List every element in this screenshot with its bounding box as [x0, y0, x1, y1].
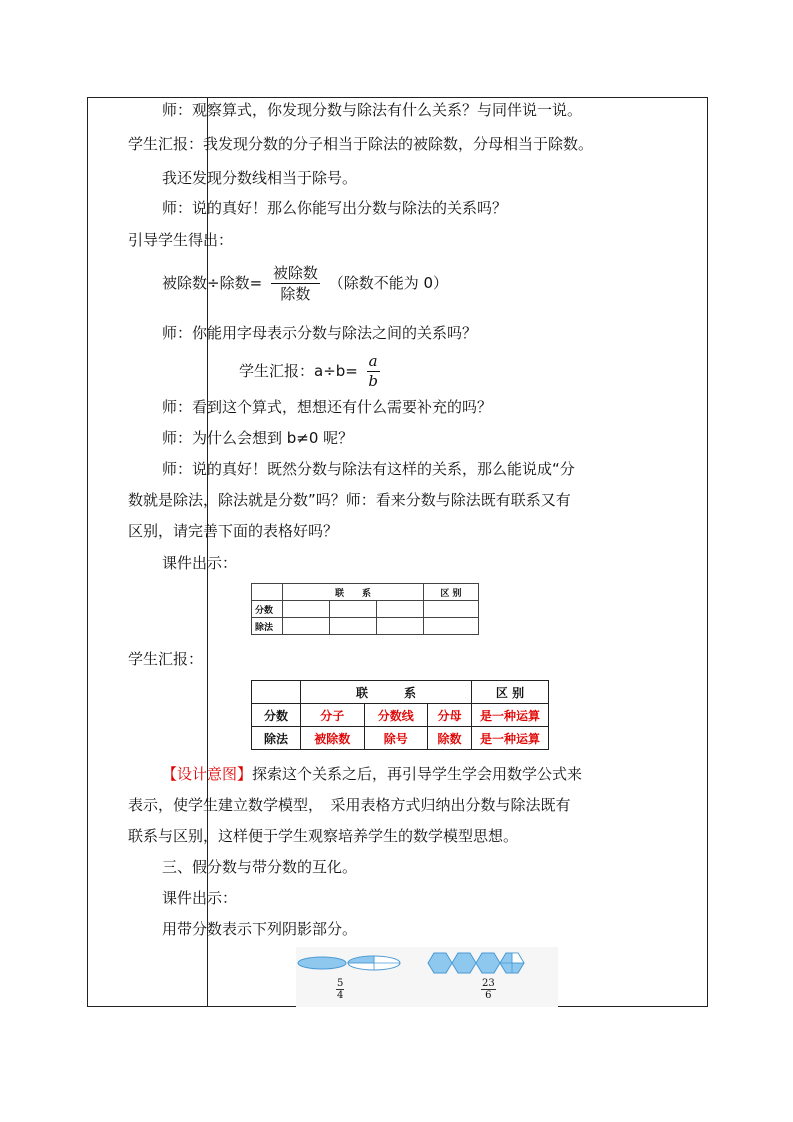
filled-table-cell: 是一种运算 [472, 727, 549, 750]
text-teacher-question-1: 师：观察算式，你发现分数与除法有什么关系？与同伴说一说。 [162, 101, 583, 119]
blank-table-header-link: 联 系 [283, 584, 424, 601]
design-intent-line-1 [162, 764, 582, 784]
blank-comparison-table [251, 583, 479, 635]
formula-letters [239, 353, 384, 390]
filled-table-cell: 除号 [364, 727, 428, 750]
blank-table-cell [424, 618, 479, 635]
formula-letters-denominator: b [368, 372, 378, 390]
fraction-label-2 [481, 978, 496, 1001]
filled-table-corner [252, 681, 301, 704]
filled-table-header-link: 联 系 [301, 681, 472, 704]
text-student-report-2: 我还发现分数线相当于除号。 [162, 169, 358, 187]
design-intent-line-3: 联系与区别，这样便于学生观察培养学生的数学模型思想。 [128, 827, 519, 845]
blank-table-corner [252, 584, 283, 601]
filled-table-cell: 被除数 [301, 727, 365, 750]
text-student-report-1: 学生汇报：我发现分数的分子相当于除法的被除数，分母相当于除数。 [128, 135, 594, 153]
filled-table-cell: 除数 [428, 727, 472, 750]
fraction-2-numerator: 23 [482, 978, 495, 989]
formula-left: 被除数÷除数= [162, 274, 263, 292]
formula-letters-numerator: a [368, 352, 378, 370]
text-teacher-question-6a: 师：说的真好！既然分数与除法有这样的关系，那么能说成“分 [162, 460, 575, 478]
text-guide: 引导学生得出： [128, 231, 234, 249]
text-teacher-question-2: 师：说的真好！那么你能写出分数与除法的关系吗？ [162, 199, 508, 217]
filled-table-cell: 分母 [428, 704, 472, 727]
formula-fraction [271, 264, 320, 303]
fraction-label-1 [336, 978, 344, 1001]
formula-letters-left: 学生汇报：a÷b= [239, 362, 358, 380]
filled-table-row-label: 除法 [252, 727, 301, 750]
filled-table-cell: 分子 [301, 704, 365, 727]
formula-numerator: 被除数 [272, 264, 318, 282]
blank-table-cell [283, 601, 330, 618]
blank-table-cell [424, 601, 479, 618]
text-courseware-1: 课件出示： [162, 554, 238, 572]
design-intent-line-2: 表示，使学生建立数学模型， 采用表格方式归纳出分数与除法既有 [128, 796, 571, 814]
blank-table-cell [376, 618, 423, 635]
blank-table-cell [329, 618, 376, 635]
blank-table-row-division: 除法 [252, 618, 283, 635]
design-intent-tag: 【设计意图】 [162, 765, 253, 783]
text-teacher-question-6b: 数就是除法，除法就是分数”吗？师：看来分数与除法既有联系又有 [128, 491, 571, 509]
blank-table-cell [376, 601, 423, 618]
text-teacher-question-4: 师：看到这个算式，想想还有什么需要补充的吗？ [162, 398, 493, 416]
text-student-report-3: 学生汇报： [128, 650, 204, 668]
fraction-2-denominator: 6 [485, 990, 492, 1001]
filled-table-row-label: 分数 [252, 704, 301, 727]
formula-fraction-division [162, 264, 448, 303]
blank-table-row-fraction: 分数 [252, 601, 283, 618]
hexagon-4-unshaded-part [512, 953, 524, 963]
filled-comparison-table [251, 680, 549, 750]
text-teacher-question-3: 师：你能用字母表示分数与除法之间的关系吗？ [162, 324, 478, 342]
text-teacher-question-6c: 区别，请完善下面的表格好吗？ [128, 522, 339, 540]
hexagon-2 [452, 953, 476, 973]
formula-letters-fraction [367, 353, 380, 390]
text-teacher-question-5: 师：为什么会想到 b≠0 呢？ [162, 429, 354, 447]
text-exercise-instruction: 用带分数表示下列阴影部分。 [162, 920, 358, 938]
ellipse-quarter-group [348, 956, 400, 970]
hexagon-1 [428, 953, 452, 973]
fraction-1-denominator: 4 [337, 990, 344, 1001]
blank-table-header-diff: 区 别 [424, 584, 479, 601]
formula-denominator: 除数 [280, 285, 311, 303]
text-courseware-2: 课件出示： [162, 889, 238, 907]
design-intent-text-1: 探索这个关系之后，再引导学生学会用数学公式来 [252, 765, 583, 783]
filled-table-cell: 分数线 [364, 704, 428, 727]
figure-panel [296, 947, 558, 1007]
section-heading-3: 三、假分数与带分数的互化。 [162, 858, 358, 876]
blank-table-cell [283, 618, 330, 635]
hexagon-3 [476, 953, 500, 973]
filled-table-cell: 是一种运算 [472, 704, 549, 727]
hexagon-row [428, 953, 524, 973]
fraction-1-numerator: 5 [337, 978, 344, 989]
filled-table-header-diff: 区 别 [472, 681, 549, 704]
ellipse-whole [298, 957, 346, 969]
blank-table-cell [329, 601, 376, 618]
formula-note: （除数不能为 0） [328, 274, 449, 292]
